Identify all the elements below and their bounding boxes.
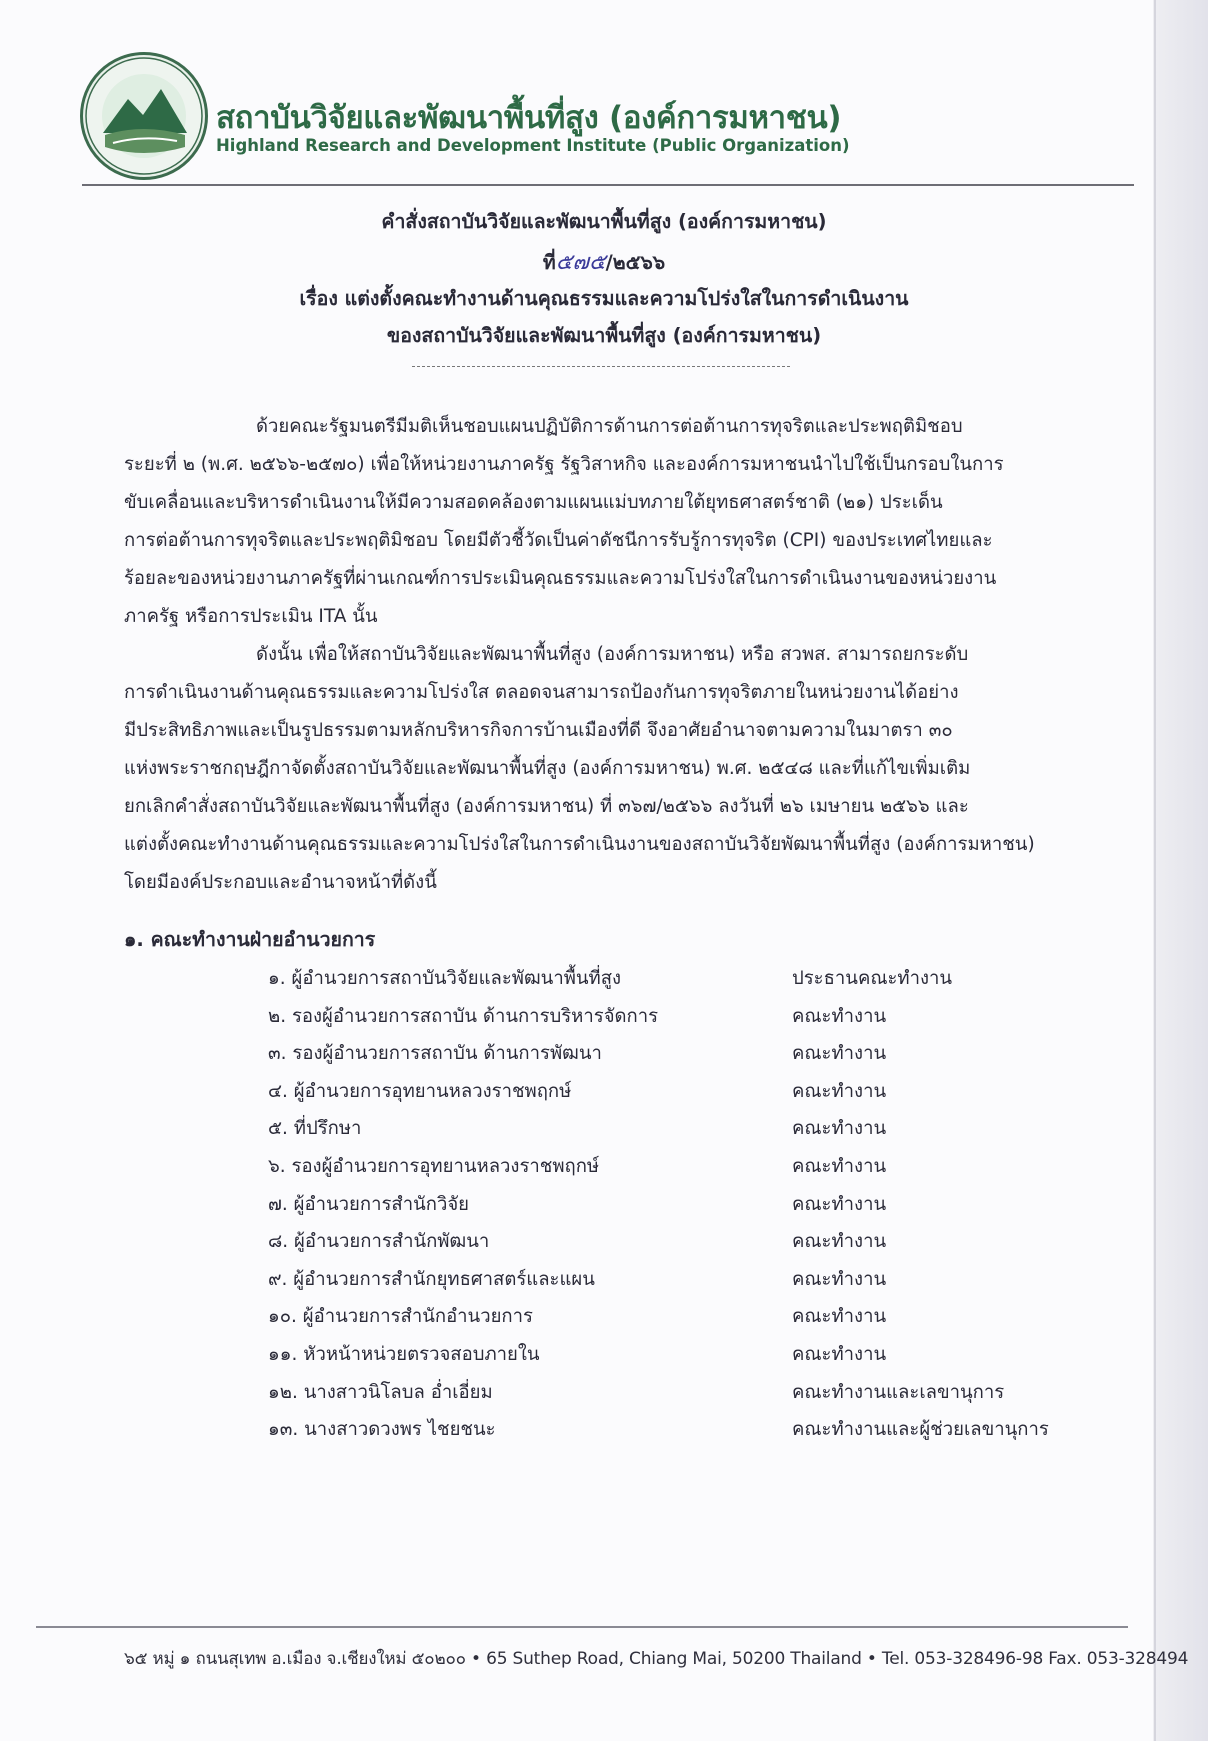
mountain-logo-icon [83,55,205,177]
member-row [268,1261,1088,1299]
member-position: ๙. ผู้อำนวยการสำนักยุทธศาสตร์และแผน [268,1268,595,1290]
member-role: คณะทำงาน [792,1080,887,1102]
body-line: ภาครัฐ หรือการประเมิน ITA นั้น [124,606,378,627]
header-divider [82,184,1134,186]
member-row [268,998,1088,1036]
member-row [268,1374,1088,1412]
member-row [268,1298,1088,1336]
institute-logo [80,52,208,180]
member-row [268,1411,1088,1449]
member-role: คณะทำงาน [792,1043,887,1065]
member-row [268,1223,1088,1261]
footer-divider [36,1626,1128,1628]
member-position: ๑๓. นางสาวดวงพร ไชยชนะ [268,1419,496,1441]
order-subject-line-2: ของสถาบันวิจัยและพัฒนาพื้นที่สูง (องค์การมหาชน) [386,324,822,347]
section-heading: ๑. คณะทำงานฝ่ายอำนวยการ [124,928,376,951]
member-role: คณะทำงาน [792,1268,887,1290]
order-number-handwritten: ๕๗๕ [555,250,606,275]
member-position: ๓. รองผู้อำนวยการสถาบัน ด้านการพัฒนา [268,1043,602,1065]
body-line: การต่อต้านการทุจริตและประพฤติมิชอบ โดยมีตัวชี้วัดเป็นค่าดัชนีการรับรู้การทุจริต (CPI) ของประเทศไทยและ [124,530,993,551]
member-position: ๗. ผู้อำนวยการสำนักวิจัย [268,1193,470,1215]
body-line: โดยมีองค์ประกอบและอำนาจหน้าที่ดังนี้ [124,872,437,893]
member-role: คณะทำงาน [792,1155,887,1177]
body-line: ร้อยละของหน่วยงานภาครัฐที่ผ่านเกณฑ์การประเมินคุณธรรมและความโปร่งใสในการดำเนินงานของหน่วยงาน [124,568,997,589]
member-row [268,1186,1088,1224]
order-number [0,244,1208,279]
member-position: ๑๐. ผู้อำนวยการสำนักอำนวยการ [268,1306,533,1328]
order-title: คำสั่งสถาบันวิจัยและพัฒนาพื้นที่สูง (องค์การมหาชน) [381,210,827,233]
member-list [268,960,1088,1449]
member-position: ๘. ผู้อำนวยการสำนักพัฒนา [268,1231,490,1253]
member-position: ๖. รองผู้อำนวยการอุทยานหลวงราชพฤกษ์ [268,1155,600,1177]
member-role: ประธานคณะทำงาน [792,968,953,989]
member-role: คณะทำงาน [792,1193,887,1215]
body-line: แต่งตั้งคณะทำงานด้านคุณธรรมและความโปร่งใสในการดำเนินงานของสถาบันวิจัยพัฒนาพื้นที่สูง (องค์การมหาชน) [124,834,1035,855]
member-row [268,1110,1088,1148]
member-row [268,960,1088,998]
member-position: ๒. รองผู้อำนวยการสถาบัน ด้านการบริหารจัดการ [268,1005,659,1027]
member-row [268,1035,1088,1073]
member-role: คณะทำงานและเลขานุการ [792,1381,1005,1403]
member-position: ๕. ที่ปรึกษา [268,1118,362,1140]
title-separator [412,366,790,367]
member-role: คณะทำงาน [792,1343,887,1365]
member-position: ๑. ผู้อำนวยการสถาบันวิจัยและพัฒนาพื้นที่สูง [268,968,622,989]
member-role: คณะทำงาน [792,1005,887,1027]
member-role: คณะทำงาน [792,1118,887,1140]
member-role: คณะทำงาน [792,1306,887,1328]
body-line: การดำเนินงานด้านคุณธรรมและความโปร่งใส ตลอดจนสามารถป้องกันการทุจริตภายในหน่วยงานได้อย่าง [124,682,959,703]
body-line: มีประสิทธิภาพและเป็นรูปธรรมตามหลักบริหารกิจการบ้านเมืองที่ดี จึงอาศัยอำนาจตามความในมาตรา ๓๐ [124,720,953,741]
order-subject-line-1: เรื่อง แต่งตั้งคณะทำงานด้านคุณธรรมและความโปร่งใสในการดำเนินงาน [299,287,909,310]
body-line: ขับเคลื่อนและบริหารดำเนินงานให้มีความสอดคล้องตามแผนแม่บทภายใต้ยุทธศาสตร์ชาติ (๒๑) ประเด็น [124,492,943,513]
body-line: ด้วยคณะรัฐมนตรีมีมติเห็นชอบแผนปฏิบัติการด้านการต่อต้านการทุจริตและประพฤติมิชอบ [256,416,963,437]
body-line: ดังนั้น เพื่อให้สถาบันวิจัยและพัฒนาพื้นที่สูง (องค์การมหาชน) หรือ สวพส. สามารถยกระดับ [256,644,969,665]
member-row [268,1073,1088,1111]
member-role: คณะทำงานและผู้ช่วยเลขานุการ [792,1419,1049,1441]
member-position: ๑๒. นางสาวนิโลบล อ่ำเอี่ยม [268,1381,493,1403]
order-number-suffix: /๒๕๖๖ [605,251,666,274]
member-position: ๑๑. หัวหน้าหน่วยตรวจสอบภายใน [268,1343,540,1365]
footer-address: ๖๕ หมู่ ๑ ถนนสุเทพ อ.เมือง จ.เชียงใหม่ ๕๐๒๐๐ • 65 Suthep Road, Chiang Mai, 50200 Thailand • Tel. 053-328496-98 Fax. 053-328494 [124,1649,1189,1669]
institute-name-english: Highland Research and Development Institute (Public Organization) [216,136,850,155]
body-line: แห่งพระราชกฤษฎีกาจัดตั้งสถาบันวิจัยและพัฒนาพื้นที่สูง (องค์การมหาชน) พ.ศ. ๒๕๔๘ และที่แก้ไขเพิ่มเติม [124,758,971,779]
member-role: คณะทำงาน [792,1231,887,1253]
order-number-prefix: ที่ [542,251,556,274]
body-line: ยกเลิกคำสั่งสถาบันวิจัยและพัฒนาพื้นที่สูง (องค์การมหาชน) ที่ ๓๖๗/๒๕๖๖ ลงวันที่ ๒๖ เมษายน ๒๕๖๖ และ [124,796,969,817]
member-row [268,1336,1088,1374]
member-row [268,1148,1088,1186]
institute-name-thai: สถาบันวิจัยและพัฒนาพื้นที่สูง (องค์การมหาชน) [216,100,842,136]
body-line: ระยะที่ ๒ (พ.ศ. ๒๕๖๖-๒๕๗๐) เพื่อให้หน่วยงานภาครัฐ รัฐวิสาหกิจ และองค์การมหาชนนำไปใช้เป็นกรอบในการ [124,454,1004,475]
member-position: ๔. ผู้อำนวยการอุทยานหลวงราชพฤกษ์ [268,1080,572,1102]
